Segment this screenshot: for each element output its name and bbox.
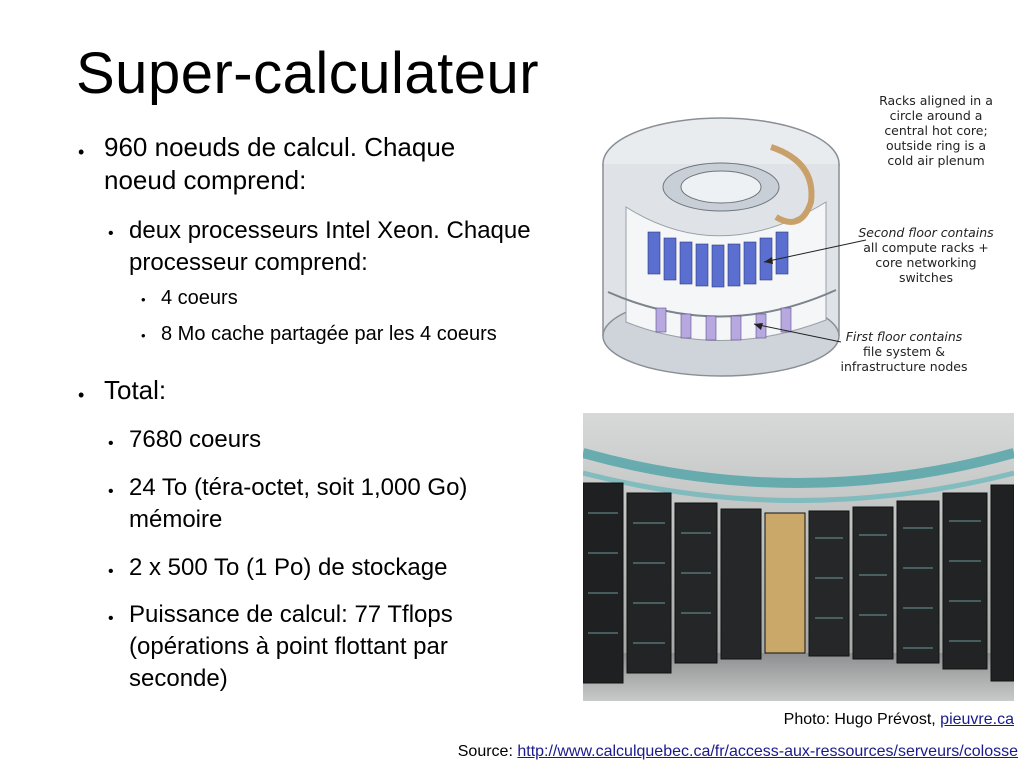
bullet-memory: 24 To (téra-octet, soit 1,000 Go) mémoire	[129, 474, 468, 533]
slide-title: Super-calculateur	[76, 41, 540, 106]
bullet-dot: •	[141, 328, 146, 343]
bullet-storage: 2 x 500 To (1 Po) de stockage	[129, 554, 448, 581]
bullet-dot: •	[108, 483, 114, 500]
server-room-photo	[583, 413, 1014, 701]
bullet-flops: Puissance de calcul: 77 Tflops (opérations à point flottant par seconde)	[129, 601, 453, 692]
bullet-nodes: 960 noeuds de calcul. Chaque noeud comprend:	[104, 132, 456, 195]
bullet-dot: •	[78, 385, 85, 405]
diagram-label-racks: cold air plenum	[887, 153, 985, 168]
bullet-cores: 4 coeurs	[161, 287, 238, 309]
diagram-label-first-floor: First floor contains	[845, 329, 963, 344]
diagram-label-racks: circle around a	[889, 108, 983, 123]
bullet-dot: •	[108, 563, 114, 580]
bullet-cache: 8 Mo cache partagée par les 4 coeurs	[161, 323, 497, 345]
diagram-label-first-floor: infrastructure nodes	[840, 359, 968, 374]
photo-credit-text: Photo: Hugo Prévost,	[783, 711, 941, 728]
bullet-dot: •	[78, 142, 85, 162]
supercomputer-diagram	[586, 92, 1010, 378]
pieuvre-link[interactable]: pieuvre.ca	[940, 711, 1014, 728]
photo-credit	[784, 711, 1014, 729]
diagram-label-racks: Racks aligned in a	[879, 93, 993, 108]
bullet-dot: •	[108, 225, 114, 242]
bullet-total-cores: 7680 coeurs	[129, 426, 262, 453]
bullet-dot: •	[108, 435, 114, 452]
bullet-total: Total:	[104, 375, 167, 405]
source-credit	[458, 743, 1018, 761]
diagram-label-second-floor: switches	[898, 270, 954, 285]
diagram-label-racks: central hot core;	[884, 123, 988, 138]
diagram-label-racks: outside ring is a	[885, 138, 987, 153]
diagram-label-second-floor: all compute racks +	[863, 240, 989, 255]
bullet-processors: deux processeurs Intel Xeon. Chaque processeur comprend:	[129, 217, 531, 276]
diagram-label-first-floor: file system &	[863, 344, 945, 359]
bullet-dot: •	[141, 292, 146, 307]
source-label: Source:	[457, 743, 518, 760]
diagram-label-second-floor: Second floor contains	[858, 225, 994, 240]
calculquebec-link[interactable]: http://www.calculquebec.ca/fr/access-aux-ressources/serveurs/colosse	[517, 743, 1018, 760]
diagram-label-second-floor: core networking	[875, 255, 977, 270]
bullet-dot: •	[108, 610, 114, 627]
